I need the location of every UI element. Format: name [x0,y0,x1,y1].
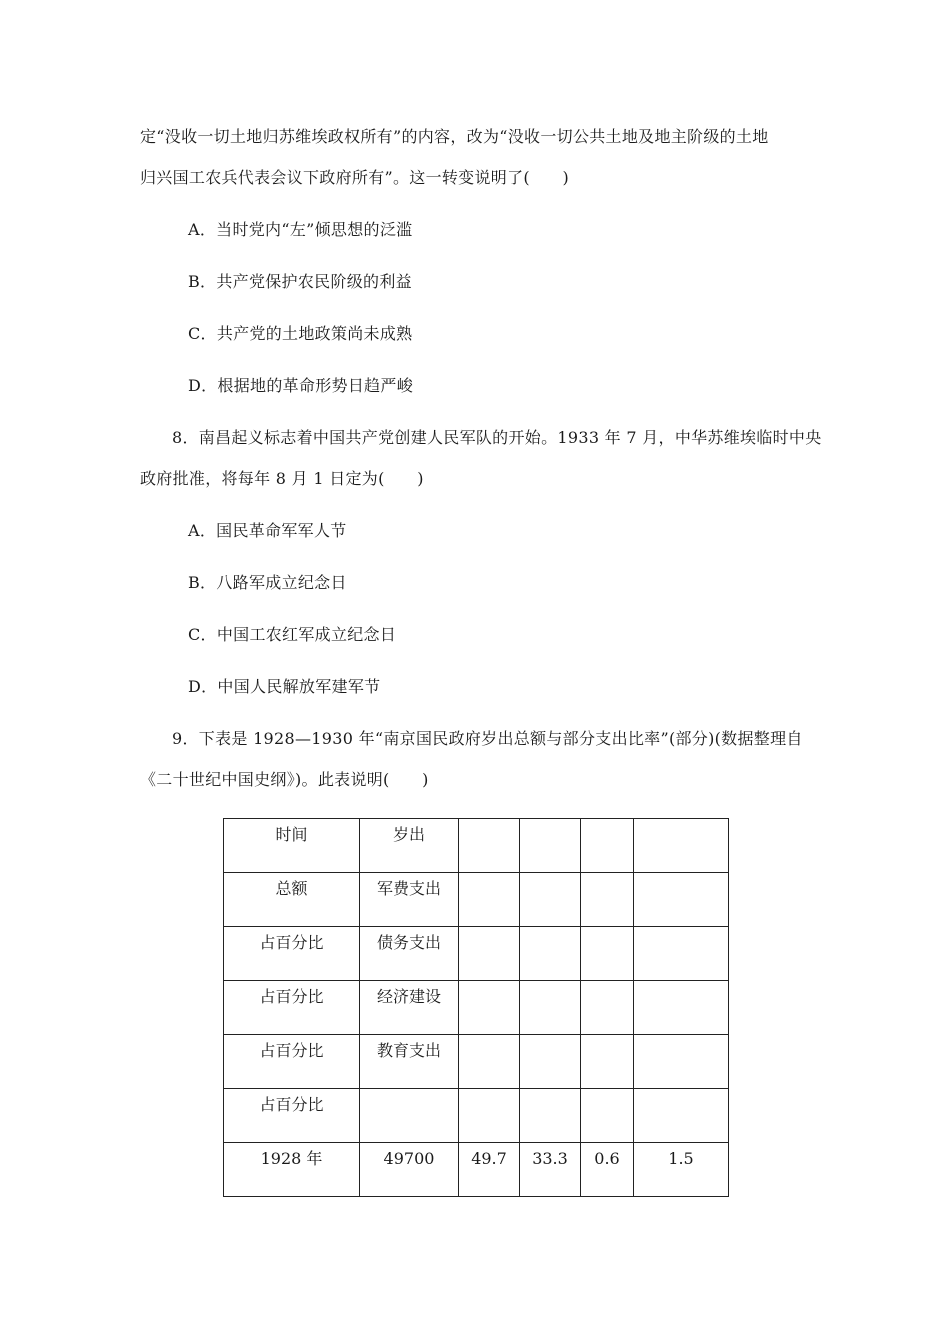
table-cell [634,927,729,981]
table-cell [520,927,581,981]
table-cell: 军费支出 [360,873,459,927]
table-cell: 占百分比 [224,981,360,1035]
table-row [224,981,729,1035]
q8-stem-line2: 政府批准，将每年 8 月 1 日定为( ) [140,469,424,488]
q8-option-b: B．八路军成立纪念日 [188,573,347,592]
table-cell: 经济建设 [360,981,459,1035]
q8-stem-line1: 8．南昌起义标志着中国共产党创建人民军队的开始。1933 年 7 月，中华苏维埃临时中央 [172,428,822,447]
table-cell: 时间 [224,819,360,873]
q9-stem-line2: 《二十世纪中国史纲》)。此表说明( ) [140,770,429,789]
table-cell [634,819,729,873]
table-row [224,927,729,981]
table-cell [459,873,520,927]
expenditure-table [223,818,729,1197]
table-cell [581,1035,634,1089]
table-cell: 岁出 [360,819,459,873]
table-row [224,1089,729,1143]
table-cell [520,873,581,927]
table-cell: 教育支出 [360,1035,459,1089]
table-cell [459,981,520,1035]
table-cell [581,873,634,927]
table-cell: 占百分比 [224,1089,360,1143]
q7-stem-line1: 定“没收一切土地归苏维埃政权所有”的内容，改为“没收一切公共土地及地主阶级的土地 [140,127,769,146]
table-cell [581,981,634,1035]
table-cell [634,873,729,927]
table-cell: 债务支出 [360,927,459,981]
table-cell: 33.3 [520,1143,581,1197]
table-cell [360,1089,459,1143]
table-cell [459,819,520,873]
q7-option-b: B．共产党保护农民阶级的利益 [188,272,412,291]
table-row [224,819,729,873]
table-cell [520,819,581,873]
table-cell [581,819,634,873]
table-cell [520,1035,581,1089]
table-cell [581,927,634,981]
table-cell [520,1089,581,1143]
table-cell [634,981,729,1035]
table-cell [459,927,520,981]
table-cell [459,1035,520,1089]
table-cell [581,1089,634,1143]
q9-stem-line1: 9．下表是 1928—1930 年“南京国民政府岁出总额与部分支出比率”(部分)(数据整理自 [172,729,803,748]
table-cell [634,1035,729,1089]
table-cell: 49700 [360,1143,459,1197]
q8-option-d: D．中国人民解放军建军节 [188,677,381,696]
table-cell [520,981,581,1035]
table-cell: 1928 年 [224,1143,360,1197]
q7-option-d: D．根据地的革命形势日趋严峻 [188,376,414,395]
table-row [224,1143,729,1197]
q8-option-a: A．国民革命军军人节 [188,521,347,540]
q7-option-c: C．共产党的土地政策尚未成熟 [188,324,413,343]
table-row [224,1035,729,1089]
table-cell: 49.7 [459,1143,520,1197]
table-row [224,873,729,927]
q7-option-a: A．当时党内“左”倾思想的泛滥 [188,220,413,239]
table-cell: 占百分比 [224,1035,360,1089]
table-cell: 0.6 [581,1143,634,1197]
table-cell: 总额 [224,873,360,927]
table-cell: 占百分比 [224,927,360,981]
table-cell [634,1089,729,1143]
table-cell: 1.5 [634,1143,729,1197]
q7-stem-line2: 归兴国工农兵代表会议下政府所有”。这一转变说明了( ) [140,168,570,187]
table-cell [459,1089,520,1143]
q8-option-c: C．中国工农红军成立纪念日 [188,625,397,644]
